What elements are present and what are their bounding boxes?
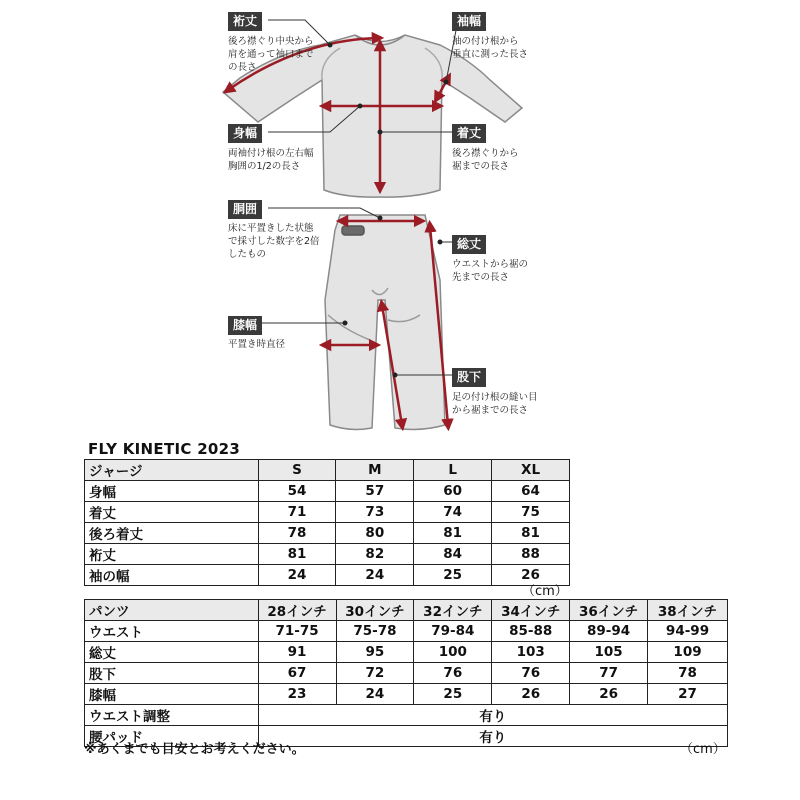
cell: 89-94 bbox=[570, 621, 648, 642]
table-row bbox=[85, 684, 728, 705]
pants-header-size: 28インチ bbox=[258, 600, 336, 621]
cell: 91 bbox=[258, 642, 336, 663]
label-kitake: 着丈 bbox=[452, 124, 486, 143]
cell: 23 bbox=[258, 684, 336, 705]
desc-kitake: 後ろ襟ぐりから 裾までの長さ bbox=[452, 148, 519, 172]
disclaimer-note: ※あくまでも目安とお考えください。 bbox=[84, 742, 305, 757]
cell: 82 bbox=[336, 544, 414, 565]
row-label: ウエスト bbox=[85, 621, 259, 642]
cell: 76 bbox=[414, 663, 492, 684]
cell: 81 bbox=[492, 523, 570, 544]
label-doumawari: 胴囲 bbox=[228, 200, 262, 219]
jersey-size-table bbox=[84, 459, 570, 586]
cell: 71-75 bbox=[258, 621, 336, 642]
cell: 26 bbox=[492, 684, 570, 705]
cell: 79-84 bbox=[414, 621, 492, 642]
cell: 95 bbox=[336, 642, 414, 663]
cell: 27 bbox=[648, 684, 728, 705]
cell: 75 bbox=[492, 502, 570, 523]
table-row bbox=[85, 621, 728, 642]
cell: 84 bbox=[414, 544, 492, 565]
cell: 81 bbox=[258, 544, 336, 565]
desc-hizahaba: 平置き時直径 bbox=[228, 339, 286, 350]
cell: 57 bbox=[336, 481, 414, 502]
table-row bbox=[85, 544, 570, 565]
cell: 94-99 bbox=[648, 621, 728, 642]
cell: 26 bbox=[492, 565, 570, 586]
label-hizahaba: 膝幅 bbox=[228, 316, 262, 335]
table-row bbox=[85, 663, 728, 684]
cell: 25 bbox=[414, 684, 492, 705]
pants-header-label: パンツ bbox=[85, 600, 259, 621]
cell: 76 bbox=[492, 663, 570, 684]
jersey-header-row bbox=[85, 460, 570, 481]
product-title: FLY KINETIC 2023 bbox=[88, 440, 241, 458]
cell: 81 bbox=[414, 523, 492, 544]
cell: 75-78 bbox=[336, 621, 414, 642]
row-label: 総丈 bbox=[85, 642, 259, 663]
cell: 74 bbox=[414, 502, 492, 523]
desc-soutake: ウエストから裾の 先までの長さ bbox=[452, 259, 529, 283]
merged-cell: 有り bbox=[258, 705, 727, 726]
label-matashita: 股下 bbox=[452, 368, 486, 387]
jersey-header-size: XL bbox=[492, 460, 570, 481]
row-label: 袖の幅 bbox=[85, 565, 259, 586]
table-row bbox=[85, 642, 728, 663]
pants-header-size: 38インチ bbox=[648, 600, 728, 621]
cell: 54 bbox=[258, 481, 336, 502]
jersey-header-label: ジャージ bbox=[85, 460, 259, 481]
table-row bbox=[85, 502, 570, 523]
cell: 77 bbox=[570, 663, 648, 684]
cell: 72 bbox=[336, 663, 414, 684]
cell: 103 bbox=[492, 642, 570, 663]
cell: 24 bbox=[336, 565, 414, 586]
pants-header-size: 30インチ bbox=[336, 600, 414, 621]
cell: 24 bbox=[336, 684, 414, 705]
label-mihaba: 身幅 bbox=[228, 124, 262, 143]
pants-header-row bbox=[85, 600, 728, 621]
pants-header-size: 32インチ bbox=[414, 600, 492, 621]
label-yukitake: 裄丈 bbox=[228, 12, 262, 31]
cell: 85-88 bbox=[492, 621, 570, 642]
cell: 26 bbox=[570, 684, 648, 705]
cell: 78 bbox=[258, 523, 336, 544]
table-row bbox=[85, 705, 728, 726]
jersey-unit-label: （cm） bbox=[522, 584, 568, 599]
cell: 100 bbox=[414, 642, 492, 663]
desc-mihaba: 両袖付け根の左右幅 胸囲の1/2の長さ bbox=[228, 148, 314, 172]
cell: 67 bbox=[258, 663, 336, 684]
cell: 71 bbox=[258, 502, 336, 523]
cell: 60 bbox=[414, 481, 492, 502]
cell: 80 bbox=[336, 523, 414, 544]
jersey-header-size: L bbox=[414, 460, 492, 481]
cell: 24 bbox=[258, 565, 336, 586]
desc-matashita: 足の付け根の縫い目 から裾までの長さ bbox=[452, 392, 538, 416]
desc-doumawari: 床に平置きした状態 で採寸した数字を2倍 したもの bbox=[228, 223, 320, 260]
table-row bbox=[85, 481, 570, 502]
cell: 25 bbox=[414, 565, 492, 586]
cell: 73 bbox=[336, 502, 414, 523]
desc-sodehaba: 袖の付け根から 垂直に測った長さ bbox=[452, 36, 529, 60]
row-label: 股下 bbox=[85, 663, 259, 684]
row-label: 着丈 bbox=[85, 502, 259, 523]
pants-size-table bbox=[84, 599, 728, 747]
row-label: 腰パッド bbox=[85, 726, 259, 747]
jersey-header-size: S bbox=[258, 460, 336, 481]
pants-header-size: 34インチ bbox=[492, 600, 570, 621]
cell: 109 bbox=[648, 642, 728, 663]
label-soutake: 総丈 bbox=[452, 235, 486, 254]
jersey-header-size: M bbox=[336, 460, 414, 481]
cell: 105 bbox=[570, 642, 648, 663]
row-label: 身幅 bbox=[85, 481, 259, 502]
pants-header-size: 36インチ bbox=[570, 600, 648, 621]
label-sodehaba: 袖幅 bbox=[452, 12, 486, 31]
desc-yukitake: 後ろ襟ぐり中央から 肩を通って袖口まで の長さ bbox=[228, 36, 314, 73]
merged-cell: 有り bbox=[258, 726, 727, 747]
table-row bbox=[85, 523, 570, 544]
table-row bbox=[85, 565, 570, 586]
pants-unit-label: （cm） bbox=[680, 742, 726, 757]
cell: 88 bbox=[492, 544, 570, 565]
row-label: 後ろ着丈 bbox=[85, 523, 259, 544]
cell: 64 bbox=[492, 481, 570, 502]
row-label: 膝幅 bbox=[85, 684, 259, 705]
row-label: ウエスト調整 bbox=[85, 705, 259, 726]
row-label: 裄丈 bbox=[85, 544, 259, 565]
cell: 78 bbox=[648, 663, 728, 684]
